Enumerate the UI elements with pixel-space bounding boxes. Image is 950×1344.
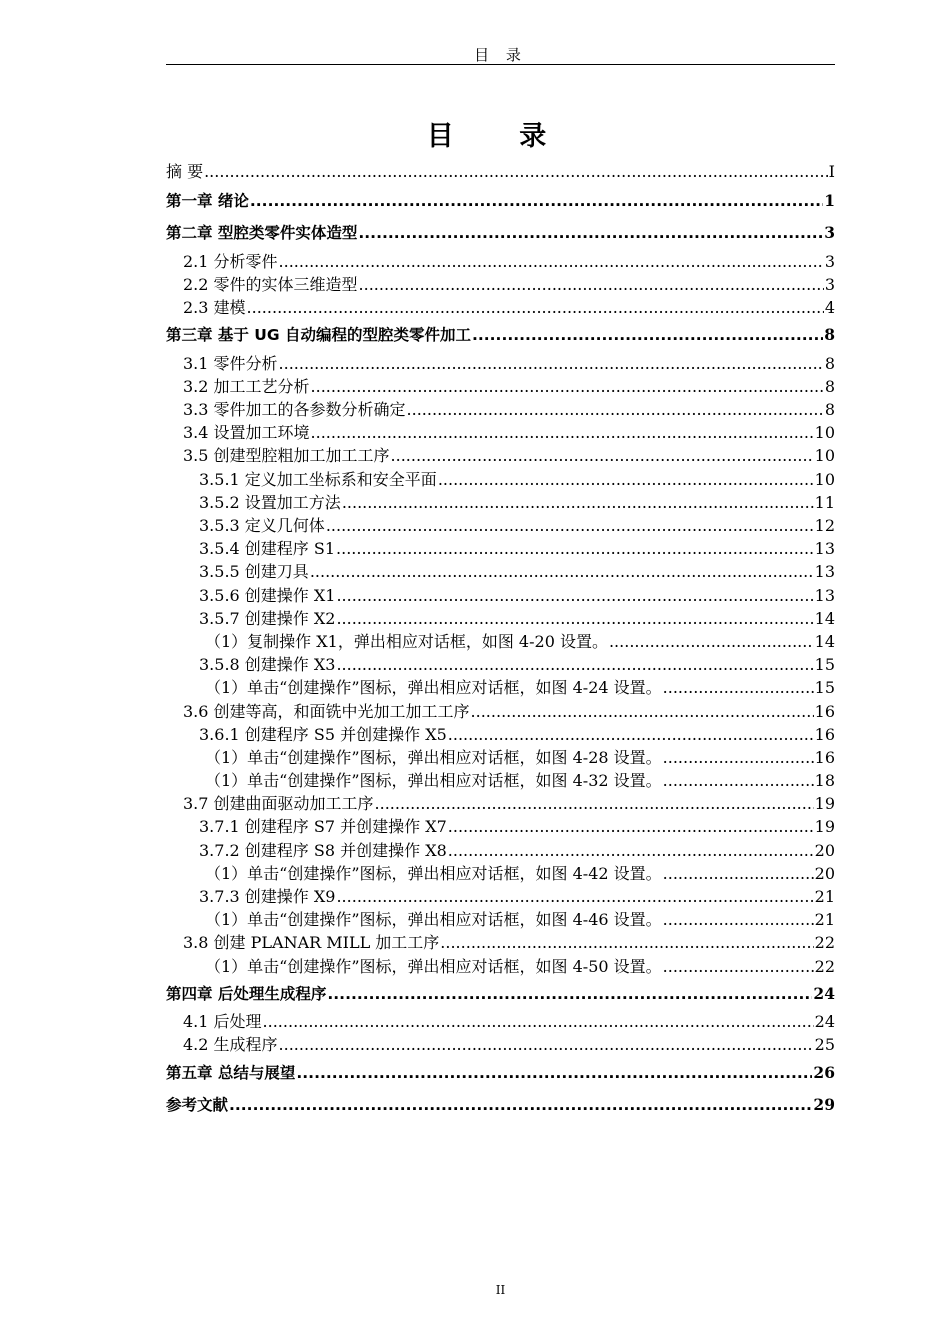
toc-entry-page-number: 8 — [824, 325, 835, 345]
toc-entry[interactable] — [166, 885, 835, 908]
dot-leader — [311, 375, 824, 398]
toc-entry-page-number: 21 — [814, 910, 835, 930]
toc-entry[interactable] — [166, 1010, 835, 1033]
toc-entry-label: 摘 要 — [166, 162, 204, 181]
toc-entry-page-number: 22 — [814, 956, 835, 976]
dot-leader — [250, 185, 823, 217]
toc-entry[interactable] — [166, 584, 835, 607]
dot-leader — [663, 676, 814, 699]
dot-leader — [391, 444, 814, 467]
toc-entry-label: 3.2 加工工艺分析 — [183, 376, 310, 396]
toc-entry-label: 3.5.1 定义加工坐标系和安全平面 — [199, 469, 437, 489]
dot-leader — [336, 584, 813, 607]
dot-leader — [438, 468, 814, 491]
dot-leader — [663, 955, 814, 978]
toc-entry[interactable] — [166, 769, 835, 792]
dot-leader — [336, 537, 814, 560]
dot-leader — [472, 319, 823, 351]
toc-entry-page-number: 14 — [814, 631, 835, 651]
header-rule — [166, 64, 835, 65]
dot-leader — [440, 931, 813, 954]
toc-entry-label: （1）复制操作 X1，弹出相应对话框，如图 4-20 设置。 — [205, 631, 608, 651]
toc-entry-label: 3.1 零件分析 — [183, 353, 278, 373]
dot-leader — [296, 1057, 812, 1089]
toc-entry-label: 4.1 后处理 — [183, 1012, 262, 1032]
toc-entry-page-number: 20 — [814, 863, 835, 883]
toc-entry-label: 3.6.1 创建程序 S5 并创建操作 X5 — [199, 724, 447, 744]
toc-entry[interactable] — [166, 421, 835, 444]
toc-entry[interactable] — [166, 723, 835, 746]
dot-leader — [279, 1033, 814, 1056]
table-of-contents — [166, 158, 835, 1121]
toc-entry-page-number: 14 — [814, 608, 835, 628]
toc-entry-page-number: 10 — [814, 469, 835, 489]
toc-entry-label: 第四章 后处理生成程序 — [166, 984, 327, 1003]
toc-entry-page-number: 1 — [824, 191, 835, 210]
toc-entry-page-number: 15 — [814, 655, 835, 675]
toc-entry-label: 3.4 设置加工环境 — [183, 423, 310, 443]
toc-entry-page-number: 16 — [814, 747, 835, 767]
toc-entry-label: 3.5.7 创建操作 X2 — [199, 608, 336, 628]
toc-entry-label: 第一章 绪论 — [166, 192, 249, 210]
toc-entry-label: 3.7.2 创建程序 S8 并创建操作 X8 — [199, 840, 447, 860]
toc-entry-page-number: 11 — [814, 492, 835, 512]
toc-entry[interactable] — [166, 444, 835, 467]
toc-entry-page-number: 15 — [814, 678, 835, 698]
toc-entry-page-number: 13 — [814, 585, 835, 605]
toc-entry[interactable] — [166, 700, 835, 723]
toc-entry-page-number: 21 — [814, 887, 835, 907]
dot-leader — [342, 491, 814, 514]
toc-entry-page-number: 25 — [814, 1035, 835, 1055]
toc-entry[interactable] — [166, 908, 835, 931]
toc-entry[interactable] — [166, 676, 835, 699]
toc-entry-label: 3.7.1 创建程序 S7 并创建操作 X7 — [199, 817, 447, 837]
toc-entry-page-number: 12 — [814, 516, 835, 536]
toc-entry-page-number: 4 — [824, 298, 835, 318]
toc-entry-page-number: 8 — [824, 353, 835, 373]
toc-entry-label: （1）单击“创建操作”图标，弹出相应对话框，如图 4-42 设置。 — [205, 863, 662, 883]
toc-entry[interactable] — [166, 319, 835, 351]
toc-entry-label: 第二章 型腔类零件实体造型 — [166, 224, 358, 243]
toc-entry-label: （1）单击“创建操作”图标，弹出相应对话框，如图 4-32 设置。 — [205, 771, 662, 791]
toc-entry-label: 第三章 基于 UG 自动编程的型腔类零件加工 — [166, 326, 471, 345]
toc-entry-label: （1）单击“创建操作”图标，弹出相应对话框，如图 4-50 设置。 — [205, 956, 662, 976]
toc-entry-page-number: 24 — [814, 1012, 835, 1032]
toc-entry[interactable] — [166, 352, 835, 375]
dot-leader — [229, 1089, 812, 1121]
toc-entry-page-number: 26 — [813, 1062, 835, 1082]
toc-entry[interactable] — [166, 273, 835, 296]
page-title: 目 录 — [426, 121, 575, 152]
dot-leader — [448, 723, 814, 746]
toc-entry-page-number: 29 — [813, 1094, 835, 1114]
toc-entry-page-number: 22 — [814, 933, 835, 953]
dot-leader — [336, 607, 813, 630]
toc-entry-label: （1）单击“创建操作”图标，弹出相应对话框，如图 4-28 设置。 — [205, 747, 662, 767]
toc-entry[interactable] — [166, 862, 835, 885]
toc-entry-label: 参考文献 — [166, 1095, 229, 1114]
dot-leader — [663, 862, 814, 885]
toc-entry[interactable] — [166, 978, 835, 1010]
toc-entry-label: 3.6 创建等高，和面铣中光加工加工工序 — [183, 701, 470, 721]
toc-entry-label: 3.5.3 定义几何体 — [199, 516, 325, 536]
toc-entry-label: 3.5 创建型腔粗加工加工工序 — [183, 446, 390, 466]
toc-entry[interactable] — [166, 839, 835, 862]
toc-entry-label: 3.7 创建曲面驱动加工工序 — [183, 794, 374, 814]
toc-entry-label: 3.5.6 创建操作 X1 — [199, 585, 336, 605]
dot-leader — [375, 792, 814, 815]
dot-leader — [247, 296, 824, 319]
dot-leader — [663, 746, 814, 769]
dot-leader — [204, 158, 828, 185]
toc-entry-page-number: 10 — [814, 446, 835, 466]
toc-entry-label: （1）单击“创建操作”图标，弹出相应对话框，如图 4-24 设置。 — [205, 678, 662, 698]
toc-entry-page-number: 20 — [814, 840, 835, 860]
toc-entry[interactable] — [166, 931, 835, 954]
toc-entry[interactable] — [166, 746, 835, 769]
dot-leader — [448, 839, 814, 862]
toc-entry-label: 2.2 零件的实体三维造型 — [183, 274, 358, 294]
toc-entry[interactable] — [166, 537, 835, 560]
dot-leader — [263, 1010, 814, 1033]
toc-entry-label: 3.3 零件加工的各参数分析确定 — [183, 400, 406, 420]
dot-leader — [407, 398, 824, 421]
toc-entry[interactable] — [166, 158, 835, 185]
toc-entry[interactable] — [166, 653, 835, 676]
running-header: 目 录 — [474, 46, 527, 64]
toc-entry-page-number: 16 — [814, 701, 835, 721]
dot-leader — [663, 769, 814, 792]
toc-entry-label: 第五章 总结与展望 — [166, 1063, 296, 1082]
toc-entry[interactable] — [166, 250, 835, 273]
toc-entry-label: 2.1 分析零件 — [183, 251, 278, 271]
toc-entry[interactable] — [166, 398, 835, 421]
toc-entry[interactable] — [166, 1057, 835, 1089]
toc-entry-label: 3.5.2 设置加工方法 — [199, 492, 341, 512]
toc-entry-page-number: 18 — [814, 771, 835, 791]
dot-leader — [358, 217, 823, 249]
toc-entry-page-number: 3 — [824, 223, 835, 243]
toc-entry-label: 3.7.3 创建操作 X9 — [199, 887, 336, 907]
dot-leader — [609, 630, 814, 653]
toc-entry[interactable] — [166, 1033, 835, 1056]
toc-entry[interactable] — [166, 514, 835, 537]
toc-entry[interactable] — [166, 607, 835, 630]
toc-entry[interactable] — [166, 296, 835, 319]
toc-entry[interactable] — [166, 630, 835, 653]
dot-leader — [279, 250, 824, 273]
dot-leader — [326, 514, 814, 537]
dot-leader — [663, 908, 814, 931]
toc-entry-page-number: 19 — [814, 817, 835, 837]
toc-entry-label: 3.5.4 创建程序 S1 — [199, 539, 336, 559]
toc-entry-label: 3.8 创建 PLANAR MILL 加工工序 — [183, 933, 440, 953]
toc-entry[interactable] — [166, 375, 835, 398]
dot-leader — [310, 560, 814, 583]
toc-entry-page-number: 19 — [814, 794, 835, 814]
toc-entry[interactable] — [166, 468, 835, 491]
dot-leader — [359, 273, 824, 296]
toc-entry-label: （1）单击“创建操作”图标，弹出相应对话框，如图 4-46 设置。 — [205, 910, 662, 930]
dot-leader — [336, 653, 813, 676]
toc-entry-page-number: 3 — [824, 251, 835, 271]
toc-entry[interactable] — [166, 560, 835, 583]
toc-entry-page-number: I — [828, 162, 835, 181]
dot-leader — [448, 815, 814, 838]
page-number: II — [495, 1283, 506, 1297]
dot-leader — [311, 421, 814, 444]
toc-entry-page-number: 3 — [824, 274, 835, 294]
toc-entry[interactable] — [166, 491, 835, 514]
toc-entry-label: 2.3 建模 — [183, 298, 246, 318]
toc-entry-page-number: 13 — [814, 539, 835, 559]
toc-entry-page-number: 8 — [824, 400, 835, 420]
dot-leader — [279, 352, 824, 375]
toc-entry[interactable] — [166, 815, 835, 838]
toc-entry[interactable] — [166, 792, 835, 815]
toc-entry[interactable] — [166, 1089, 835, 1121]
toc-entry[interactable] — [166, 955, 835, 978]
toc-entry-label: 3.5.8 创建操作 X3 — [199, 655, 336, 675]
toc-entry-page-number: 10 — [814, 423, 835, 443]
dot-leader — [336, 885, 813, 908]
toc-entry-page-number: 24 — [813, 983, 835, 1003]
toc-entry-label: 4.2 生成程序 — [183, 1035, 278, 1055]
toc-entry-page-number: 13 — [814, 562, 835, 582]
toc-entry-page-number: 8 — [824, 376, 835, 396]
dot-leader — [471, 700, 814, 723]
toc-entry-page-number: 16 — [814, 724, 835, 744]
toc-entry-label: 3.5.5 创建刀具 — [199, 562, 309, 582]
toc-entry[interactable] — [166, 185, 835, 217]
toc-entry[interactable] — [166, 217, 835, 249]
dot-leader — [327, 978, 812, 1010]
